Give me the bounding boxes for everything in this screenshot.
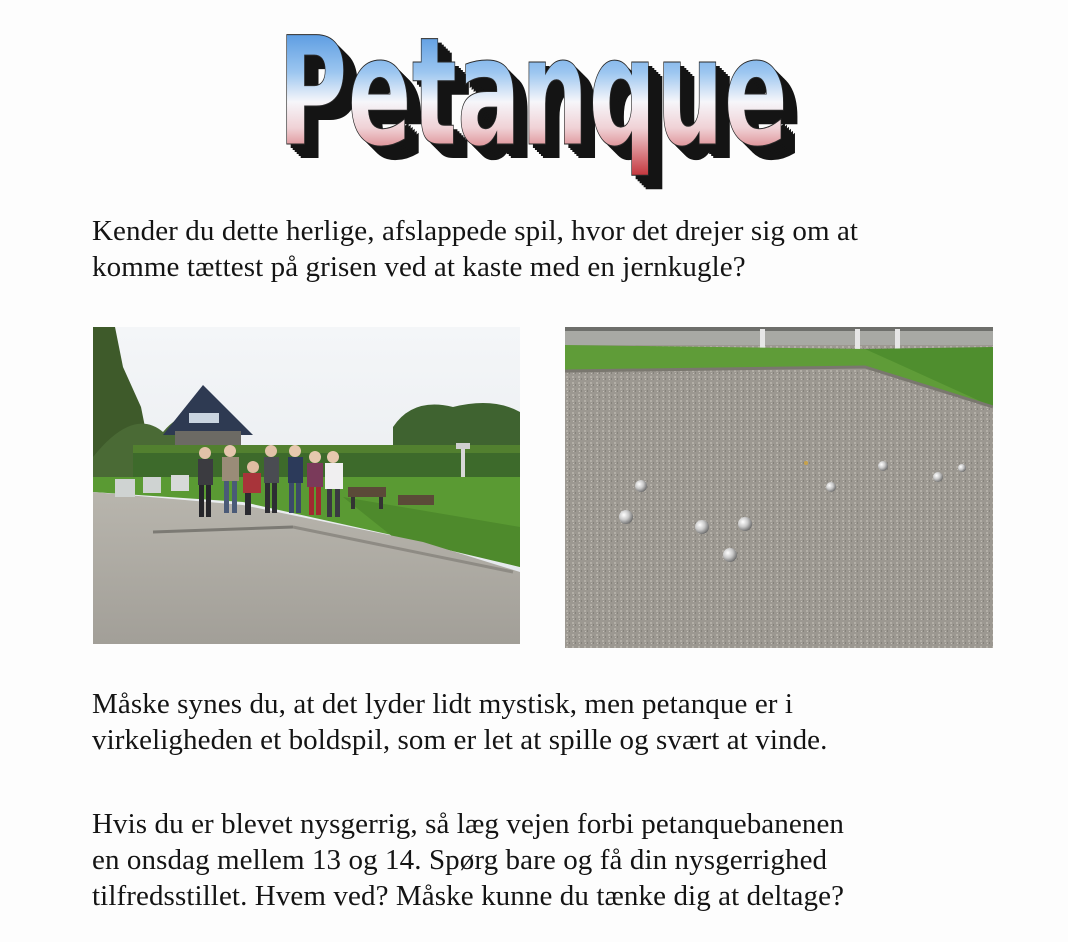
title-wordart-graphic [270,8,830,208]
svg-text:Petanque: Petanque [286,14,796,188]
paragraph-line: en onsdag mellem 13 og 14. Spørg bare og få din nysgerrighed [92,844,828,876]
paragraph-line: tilfredsstillet. Hvem ved? Måske kunne du tænke dig at deltage? [92,880,845,912]
title-text: Petanque [278,8,788,180]
intro-line: Kender du dette herlige, afslappede spil, hvor det drejer sig om at [92,215,859,247]
photo-court [565,327,993,648]
paragraph-2 [92,686,828,758]
svg-text:Petanque: Petanque [288,16,798,190]
svg-text:Petanque: Petanque [292,20,802,194]
svg-text:Petanque: Petanque [284,12,794,186]
paragraph-line: Hvis du er blevet nysgerrig, så læg vejen forbi petanquebanenen [92,808,845,840]
paragraph-3 [92,806,844,914]
svg-text:Petanque: Petanque [290,18,800,192]
paragraph-line: Måske synes du, at det lyder lidt mystisk, men petanque er i [92,688,794,720]
intro-paragraph [92,213,858,285]
intro-line: komme tættest på grisen ved at kaste med en jernkugle? [92,251,746,283]
svg-text:Petanque: Petanque [282,10,792,184]
title-wordart [270,8,830,208]
photo-players [93,327,520,644]
paragraph-line: virkeligheden et boldspil, som er let at spille og svært at vinde. [92,724,828,756]
